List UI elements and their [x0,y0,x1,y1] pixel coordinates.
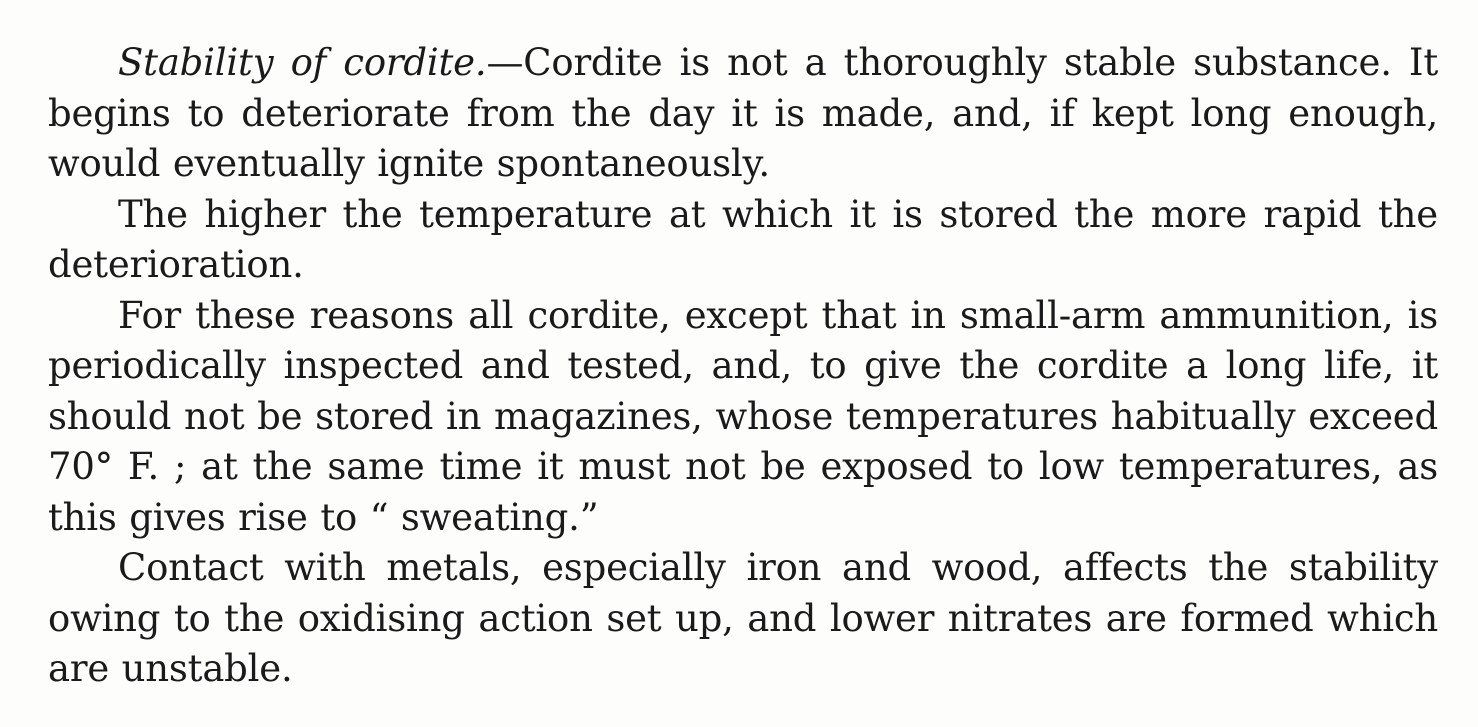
document-body [48,38,1438,695]
paragraph-text: —Cordite is not a thoroughly stable substance. It begins to deteriorate from the day it is made, and, if kept long enough, would eventually ignite spontaneously. [48,41,1438,185]
paragraph-text: Contact with metals, especially iron and wood, affects the stability owing to the oxidising action set up, and lower nitrates are formed which are unstable. [48,546,1438,690]
paragraph-temperature [48,190,1438,291]
paragraph-metals [48,543,1438,695]
paragraph-stability [48,38,1438,190]
paragraph-text: For these reasons all cordite, except that in small-arm ammunition, is periodically inspected and tested, and, to give the cordite a long life, it should not be stored in magazines, whose temperatures habitually exceed 70° F. ; at the same time it must not be exposed to low temperatures, as this gives rise to “ sweating.” [48,293,1438,539]
paragraph-inspection [48,291,1438,544]
paragraph-text: The higher the temperature at which it is stored the more rapid the deterioration. [48,192,1438,286]
section-heading: Stability of cordite. [118,41,487,84]
